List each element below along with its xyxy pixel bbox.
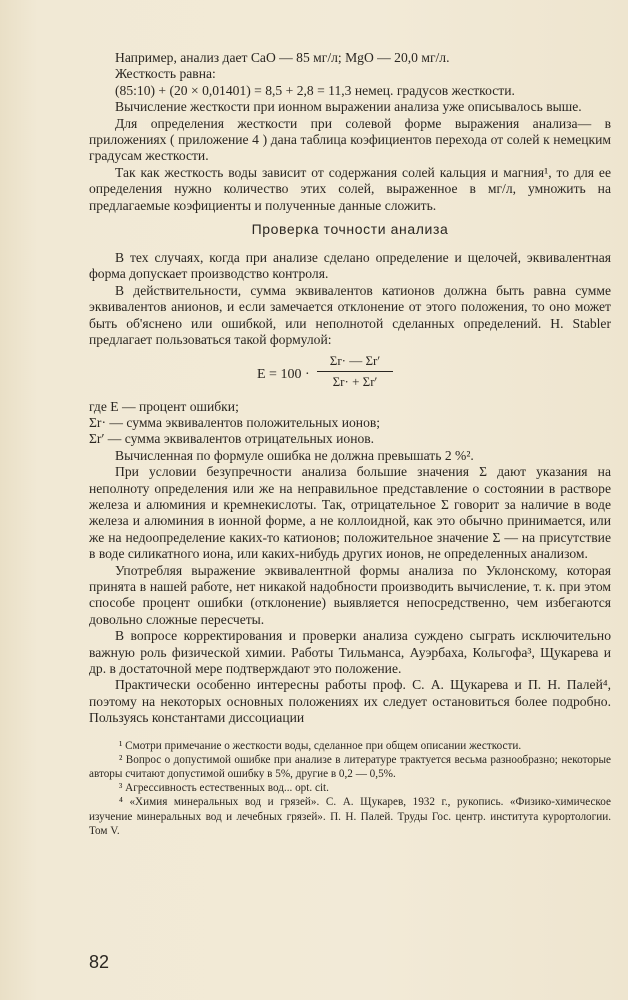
definition-error: где E — процент ошибки; <box>89 398 239 414</box>
footnote-2: ² Вопрос о допустимой ошибке при анализе в литературе трактуется весьма разнообразно; некоторые авторы считают допустимой ошибку в 5%, другие в 0,2 — 0,5%. <box>89 753 611 781</box>
footnote-3: ³ Агрессивность естественных вод... opt. cit. <box>119 782 329 795</box>
paragraph-physical-chemistry: В вопросе корректирования и проверки анализа суждено сыграть исключительно важную роль физической химии. Работы Тильманса, Ауэрбаха, Кольгофа³, Щукарева и др. в достаточной мере подтверждают это положение. <box>89 628 611 676</box>
paragraph-uklonsky: Употребляя выражение эквивалентной формы анализа по Уклонскому, которая принята в нашей работе, нет никакой надобности производить вычисление, т. к. при этом способе процент ошибки (отклонение) выявляется непосредственно, чем избегаются довольно сложные пересчеты. <box>89 562 611 627</box>
formula-fraction-bar <box>317 371 393 372</box>
paragraph-salt-form: Для определения жесткости при солевой форме выражения анализа— в приложениях ( приложение 4 ) дана таблица коэфициентов перехода от солей к немецким градусам жесткости. <box>89 115 611 164</box>
paragraph-ionic-form: Вычисление жесткости при ионном выражении анализа уже описывалось выше. <box>115 99 582 115</box>
formula-denominator: Σr· + Σr′ <box>332 373 378 389</box>
paragraph-calcium-magnesium: Так как жесткость воды зависит от содержания солей кальция и магния¹, то для ее определения нужно количество этих солей, выраженное в мг/л, умножить на предлагаемые коэфициенты и полученные данные сложить. <box>89 164 611 213</box>
footnotes <box>89 739 611 838</box>
formula-numerator: Σr· — Σr′ <box>329 352 381 368</box>
formula-lhs: E = 100 · <box>257 366 310 382</box>
error-formula <box>89 349 611 399</box>
footnote-1: ¹ Смотри примечание о жесткости воды, сделанное при общем описании жесткости. <box>119 739 522 752</box>
section-title: Проверка точности анализа <box>251 221 449 238</box>
paragraph-error-limit: Вычисленная по формуле ошибка не должна превышать 2 %². <box>115 447 474 463</box>
definition-negative-ions: Σr′ — сумма эквивалентов отрицательных ионов. <box>89 431 375 447</box>
page-number: 82 <box>89 952 110 972</box>
paragraph-sigma-values: При условии безупречности анализа большие значения Σ дают указания на неполноту определения или же на неправильное представление о состоянии в растворе железа и алюминия и кремнекислоты. Так, отрицательное Σ говорит за наличие в воде железа и алюминия в ионной форме, а не коллоидной, как это обычно принимается, или же на недоопределение каких-то катионов; положительное значение Σ — на присутствие в воде силикатного иона, или каких-нибудь других ионов, не определенных анализом. <box>89 464 611 562</box>
paragraph-shchukarev: Практически особенно интересны работы проф. С. А. Щукарева и П. Н. Палей⁴, поэтому на некоторых основных положениях их следует остановиться более подробно. Пользуясь константами диссоциации <box>89 677 611 726</box>
footnote-4: ⁴ «Химия минеральных вод и грязей». С. А. Щукарев, 1932 г., рукопись. «Физико-химическое изучение минеральных вод и лечебных грязей». П. Н. Палей. Труды Гос. центр. института курортологии. Том V. <box>89 796 611 837</box>
intro-calculation: (85:10) + (20 × 0,01401) = 8,5 + 2,8 = 11,3 немец. градусов жесткости. <box>115 82 515 98</box>
page-text <box>89 50 611 838</box>
intro-hardness-label: Жесткость равна: <box>115 66 216 82</box>
paragraph-stabler: В действительности, сумма эквивалентов катионов должна быть равна сумме эквивалентов анионов, и если замечается отклонение от этого положения, то оно может быть об'яснено или ошибкой, или неполнотой сделанных определений. H. Stabler предлагает пользоваться такой формулой: <box>89 282 611 348</box>
intro-example: Например, анализ дает CaO — 85 мг/л; MgO — 20,0 мг/л. <box>115 50 450 65</box>
definition-positive-ions: Σr· — сумма эквивалентов положительных ионов; <box>89 414 381 430</box>
paragraph-alkali-control: В тех случаях, когда при анализе сделано определение и щелочей, эквивалентная форма допускает производство контроля. <box>89 250 611 282</box>
formula-definitions <box>89 399 611 448</box>
